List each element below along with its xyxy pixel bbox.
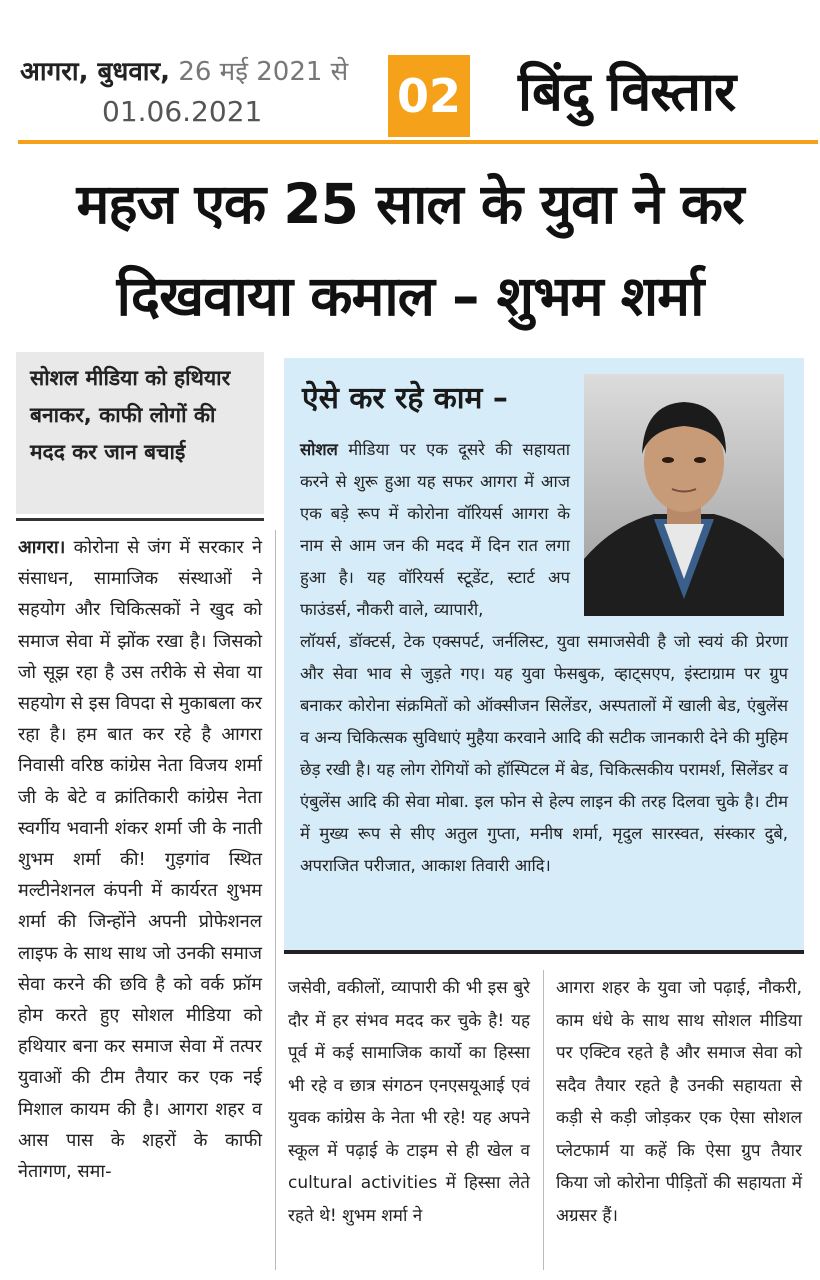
box-text-top (300, 434, 570, 626)
page-number: 02 (388, 55, 470, 137)
column-divider (275, 530, 276, 1270)
portrait-photo (584, 374, 784, 616)
article-column-middle: जसेवी, वकीलों, व्यापारी की भी इस बुरे दौर में हर संभव मदद कर चुके है! यह पूर्व में कई सामाजिक कार्यो का हिस्सा भी रहे व छात्र संगठन एनएसयूआई एवं युवक कांग्रेस के नेता भी रहे! यह अपने स्कूल में पढ़ाई के टाइम से ही खेल व cultural activities में हिस्सा लेते रहते थे! शुभम शर्मा ने (288, 978, 530, 1226)
box-lead: सोशल (300, 440, 338, 459)
box-body-top: मीडिया पर एक दूसरे की सहायता करने से शुरू हुआ यह सफर आगरा में आज एक बड़े रूप में कोरोना वॉरियर्स आगरा के नाम से आम जन की मदद में दिन रात लगा हुआ है। यह वॉरियर्स स्टूडेंट, स्टार्ट अप फाउंडर्स, नौकरी वाले, व्यापारी, (300, 440, 570, 619)
info-box (284, 358, 804, 950)
article-body: कोरोना से जंग में सरकार ने संसाधन, सामाजिक संस्थाओं ने सहयोग और चिकित्सकों ने खुद को समाज सेवा में झोंक रखा है। जिसको जो सूझ रहा है उस तरीके से सेवा या सहयोग से इस विपदा से मुकाबला कर रहा है। हम बात कर रहे है आगरा निवासी वरिष्ठ कांग्रेस नेता विजय शर्मा जी के बेटे व क्रांतिकारी कांग्रेस नेता स्वर्गीय भवानी शंकर शर्मा जी के नाती शुभम शर्मा की! गुड़गांव स्थित मल्टीनेशनल कंपनी में कार्यरत शुभम शर्मा की जिन्होंने अपनी प्रोफेशनल लाइफ के साथ साथ जो उनकी समाज सेवा करने की छवि है को वर्क फ्रॉम होम करते हुए सोशल मीडिया को हथियार बना कर समाज सेवा में तत्पर युवाओं की टीम तैयार कर एक नई मिशाल कायम की है। आगरा शहर व आस पास के शहरों के काफी नेतागण, समा- (18, 537, 262, 1183)
subhead-rule (16, 518, 264, 521)
masthead-rule (18, 140, 818, 144)
left-article (18, 532, 262, 1187)
box-title: ऐसे कर रहे काम – (302, 381, 508, 416)
headline (10, 158, 810, 342)
headline-line-1: महज एक 25 साल के युवा ने कर (76, 172, 744, 236)
article-lead: आगरा। (18, 537, 66, 558)
box-rule (284, 950, 804, 954)
dateline (20, 52, 348, 132)
date-end: 01.06.2021 (102, 95, 263, 128)
column-divider-2 (543, 970, 544, 1270)
date-range: 26 मई 2021 से (178, 57, 349, 87)
portrait-image (584, 374, 784, 616)
masthead (0, 0, 820, 148)
section-title: बिंदु विस्तार (518, 60, 736, 123)
headline-line-2: दिखवाया कमाल – शुभम शर्मा (116, 264, 704, 328)
box-text-bottom: लॉयर्स, डॉक्टर्स, टेक एक्सपर्ट, जर्नलिस्ट, युवा समाजसेवी है जो स्वयं की प्रेरणा और सेवा भाव से जुड़ते गए। यह युवा फेसबुक, व्हाट्सएप, इंस्टाग्राम पर ग्रुप बनाकर कोरोना संक्रमितों को ऑक्सीजन सिलेंडर, अस्पतालों में खाली बेड, एंबुलेंस व अन्य चिकित्सक सुविधाएं मुहैया करवाने आदि की सटीक जानकारी देने की मुहिम छेड़ रखी है। यह लोग रोगियों को हॉस्पिटल में बेड, चिकित्सकीय परामर्श, सिलेंडर व एंबुलेंस आदि की सेवा मोबा. इल फोन से हेल्प लाइन की तरह दिलवा चुके है। टीम में मुख्य रूप से सीए अतुल गुप्ता, मनीष शर्मा, मृदुल सारस्वत, संस्कार दुबे, अपराजित परीजात, आकाश तिवारी आदि। (300, 632, 788, 875)
subhead: सोशल मीडिया को हथियार बनाकर, काफी लोगों की मदद कर जान बचाई (16, 352, 264, 514)
article-column-right: आगरा शहर के युवा जो पढ़ाई, नौकरी, काम धंधे के साथ साथ सोशल मीडिया पर एक्टिव रहते है और समाज सेवा को सदैव तैयार रहते है उनकी सहायता से कड़ी से कड़ी जोड़कर एक ऐसा सोशल प्लेटफार्म या कहें कि ऐसा ग्रुप तैयार किया जो कोरोना पीड़ितों की सहायता में अग्रसर हैं। (556, 978, 802, 1226)
place-date: आगरा, बुधवार, (20, 57, 171, 87)
